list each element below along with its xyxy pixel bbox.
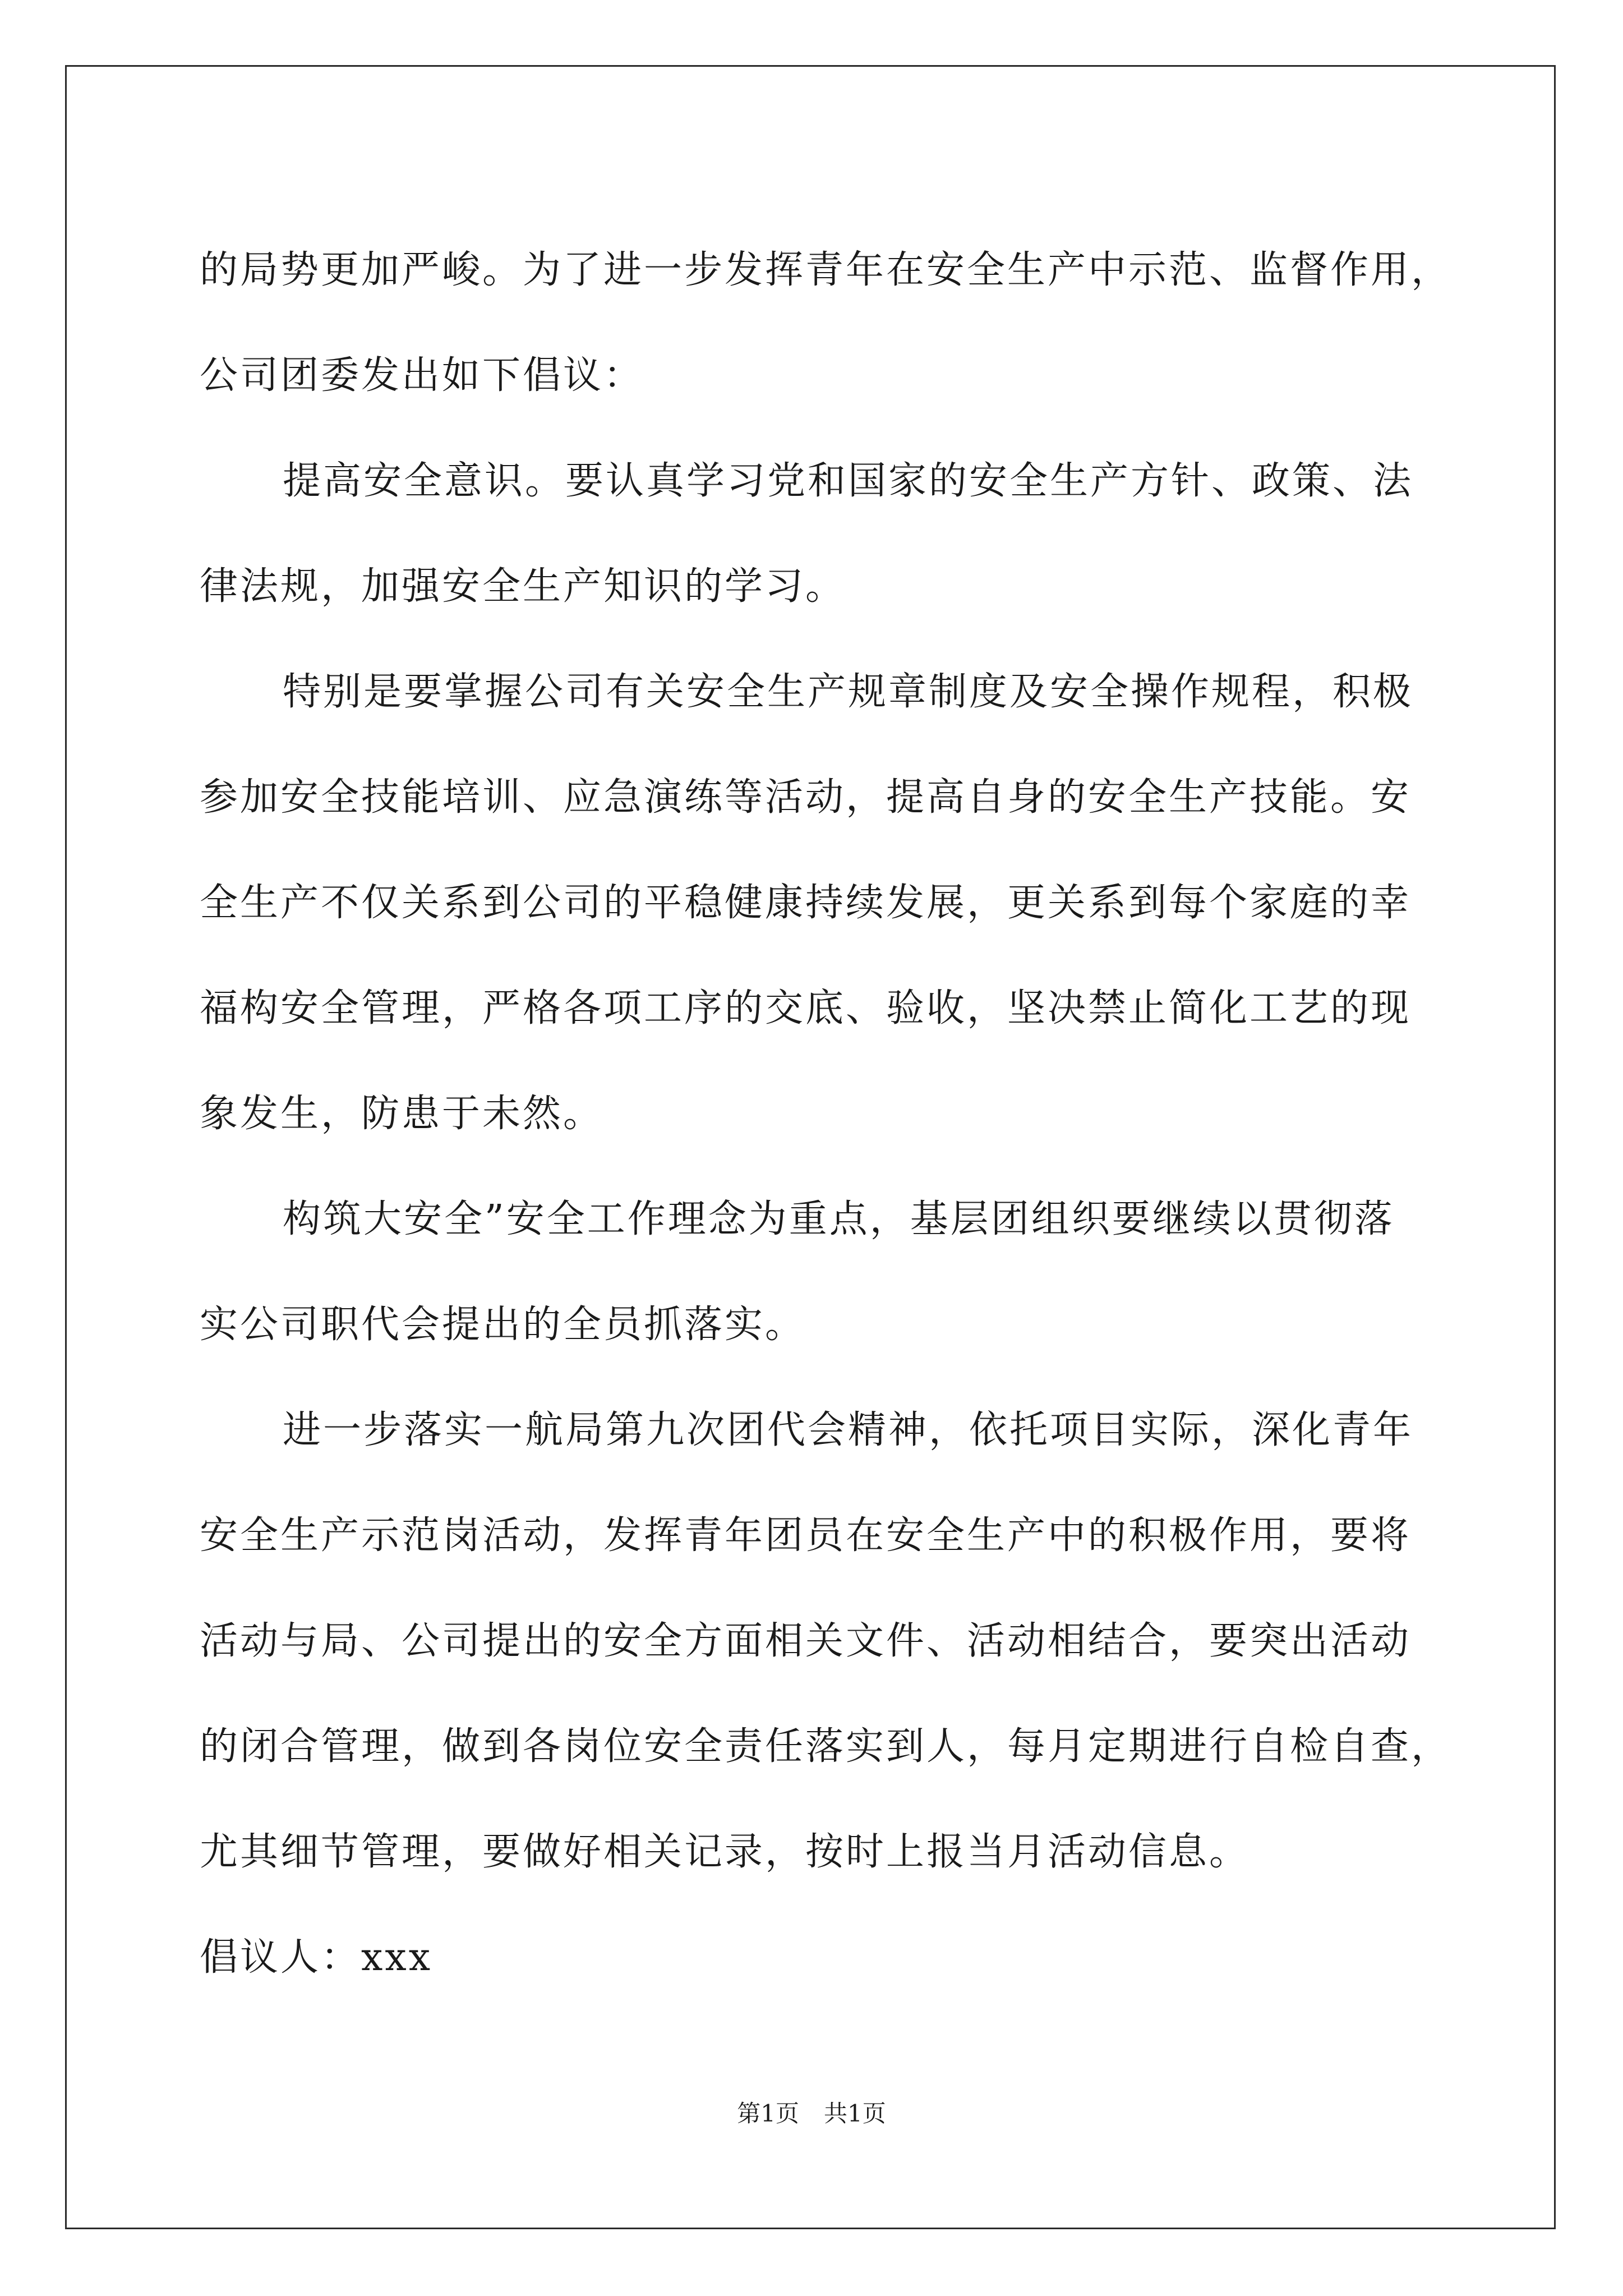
signature: 倡议人：xxx bbox=[200, 1935, 433, 1980]
text-line: 参加安全技能培训、应急演练等活动，提高自身的安全生产技能。安 bbox=[200, 775, 1412, 820]
text-line: 提高安全意识。要认真学习党和国家的安全生产方针、政策、法 bbox=[283, 459, 1414, 503]
text-line: 特别是要掌握公司有关安全生产规章制度及安全操作规程，积极 bbox=[283, 670, 1414, 714]
text-line: 律法规，加强安全生产知识的学习。 bbox=[200, 564, 846, 609]
text-line: 象发生，防患于未然。 bbox=[200, 1092, 604, 1136]
page-number: 第1页 bbox=[737, 2100, 799, 2127]
text-line: 活动与局、公司提出的安全方面相关文件、活动相结合，要突出活动 bbox=[200, 1619, 1412, 1663]
text-line: 尤其细节管理，要做好相关记录，按时上报当月活动信息。 bbox=[200, 1830, 1250, 1874]
text-line: 安全生产示范岗活动，发挥青年团员在安全生产中的积极作用，要将 bbox=[200, 1513, 1412, 1558]
text-line: 实公司职代会提出的全员抓落实。 bbox=[200, 1303, 806, 1347]
text-line: 的闭合管理，做到各岗位安全责任落实到人，每月定期进行自检自查， bbox=[200, 1724, 1452, 1769]
text-line: 公司团委发出如下倡议： bbox=[200, 353, 644, 398]
page-total: 共1页 bbox=[824, 2100, 886, 2127]
text-line: 全生产不仅关系到公司的平稳健康持续发展，更关系到每个家庭的幸 bbox=[200, 881, 1412, 925]
text-line: 的局势更加严峻。为了进一步发挥青年在安全生产中示范、监督作用， bbox=[200, 248, 1452, 292]
document-body bbox=[200, 218, 1452, 2010]
text-line: 构筑大安全”安全工作理念为重点，基层团组织要继续以贯彻落 bbox=[283, 1197, 1395, 1241]
text-line: 进一步落实一航局第九次团代会精神，依托项目实际，深化青年 bbox=[283, 1408, 1414, 1452]
text-line: 福构安全管理，严格各项工序的交底、验收，坚决禁止简化工艺的现 bbox=[200, 986, 1412, 1030]
page-footer bbox=[0, 2097, 1623, 2131]
